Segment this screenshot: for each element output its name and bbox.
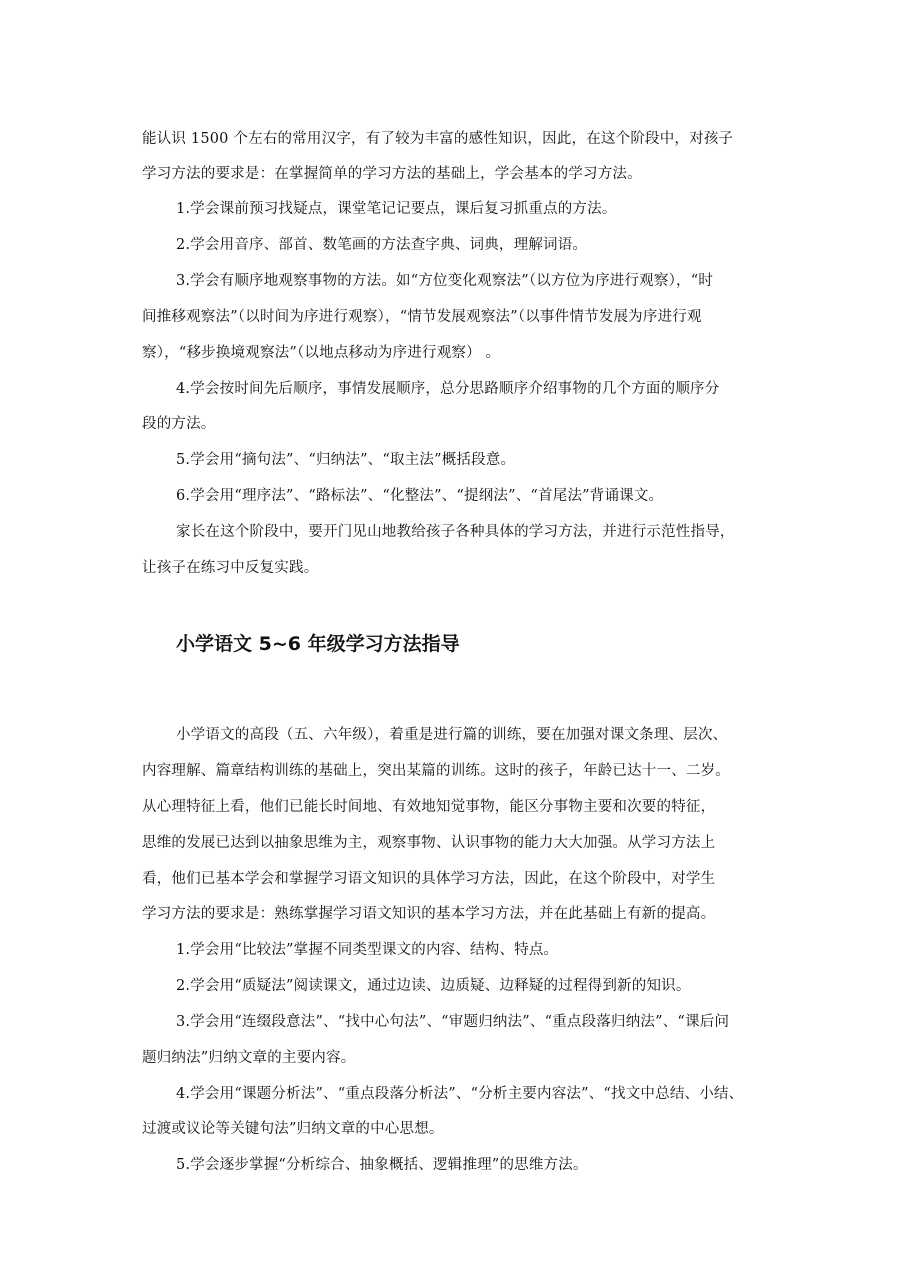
list-item-2: 2.学会用“质疑法”阅读课文，通过边读、边质疑、边释疑的过程得到新的知识。 (176, 978, 691, 994)
list-item-6: 6.学会用“理序法”、“路标法”、“化整法”、“提纲法”、“首尾法”背诵课文。 (176, 488, 664, 504)
list-item-4: 4.学会按时间先后顺序，事情发展顺序，总分思路顺序介绍事物的几个方面的顺序分 (176, 381, 720, 397)
paragraph-line: 间推移观察法”（以时间为序进行观察），“情节发展观察法”（以事件情节发展为序进行观 (142, 309, 702, 325)
paragraph-line: 让孩子在练习中反复实践。 (142, 560, 319, 576)
paragraph-line: 家长在这个阶段中，要开门见山地教给孩子各种具体的学习方法，并进行示范性指导， (176, 524, 735, 540)
paragraph-line: 段的方法。 (142, 416, 216, 432)
list-item-5: 5.学会逐步掌握“分析综合、抽象概括、逻辑推理”的思维方法。 (176, 1157, 588, 1173)
list-item-1: 1.学会课前预习找疑点，课堂笔记记要点，课后复习抓重点的方法。 (176, 201, 617, 217)
section-heading: 小学语文 5~6 年级学习方法指导 (176, 633, 460, 655)
paragraph-line: 思维的发展已达到以抽象思维为主，观察事物、认识事物的能力大大加强。从学习方法上 (142, 835, 716, 851)
list-item-3: 3.学会用“连缀段意法”、“找中心句法”、“审题归纳法”、“重点段落归纳法”、“课后问 (176, 1014, 730, 1030)
list-item-2: 2.学会用音序、部首、数笔画的方法查字典、词典，理解词语。 (176, 237, 588, 253)
paragraph-line: 过渡或议论等关键句法”归纳文章的中心思想。 (142, 1121, 444, 1137)
paragraph-line: 察），“移步换境观察法”（以地点移动为序进行观察） 。 (142, 345, 501, 361)
paragraph-line: 题归纳法”归纳文章的主要内容。 (142, 1050, 356, 1066)
paragraph-line: 内容理解、篇章结构训练的基础上，突出某篇的训练。这时的孩子，年龄已达十一、二岁。 (142, 763, 730, 779)
list-item-5: 5.学会用“摘句法”、“归纳法”、“取主法”概括段意。 (176, 452, 516, 468)
paragraph-line: 小学语文的高段（五、六年级），着重是进行篇的训练，要在加强对课文条理、层次、 (176, 727, 728, 743)
list-item-3: 3.学会有顺序地观察事物的方法。如“方位变化观察法”（以方位为序进行观察），“时 (176, 273, 714, 289)
paragraph-line: 学习方法的要求是：在掌握简单的学习方法的基础上，学会基本的学习方法。 (142, 166, 642, 182)
paragraph-line: 看，他们已基本学会和掌握学习语文知识的具体学习方法，因此，在这个阶段中，对学生 (142, 871, 716, 887)
paragraph-line: 从心理特征上看，他们已能长时间地、有效地知觉事物，能区分事物主要和次要的特征， (142, 799, 716, 815)
paragraph-line: 能认识 1500 个左右的常用汉字，有了较为丰富的感性知识，因此，在这个阶段中，对孩子 (142, 131, 734, 147)
list-item-4: 4.学会用“课题分析法”、“重点段落分析法”、“分析主要内容法”、“找文中总结、小结、 (176, 1086, 744, 1102)
list-item-1: 1.学会用“比较法”掌握不同类型课文的内容、结构、特点。 (176, 942, 559, 958)
paragraph-line: 学习方法的要求是：熟练掌握学习语文知识的基本学习方法，并在此基础上有新的提高。 (142, 906, 716, 922)
